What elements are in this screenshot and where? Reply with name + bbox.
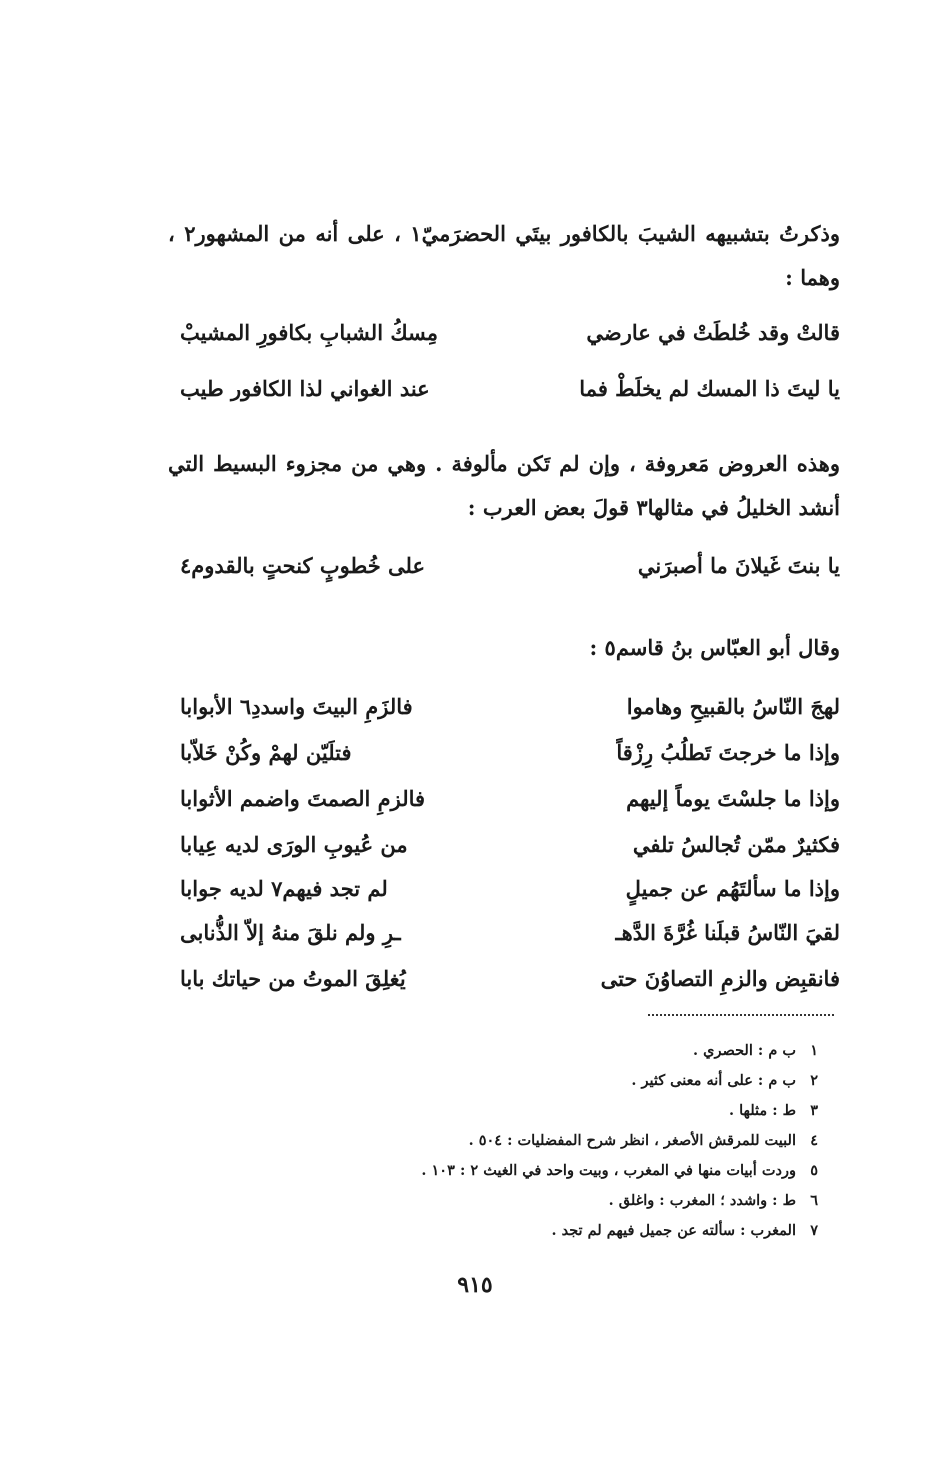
verse-second-hemistich: لم تجد فيهم٧ لديه جوابا — [180, 875, 388, 901]
verse-line — [180, 730, 840, 774]
footnote — [298, 1066, 818, 1096]
footnote — [298, 1036, 818, 1066]
verse-second-hemistich: على خُطوبٍ كنحتٍ بالقدوم٤ — [180, 552, 425, 578]
verse-first-hemistich: يا بنتَ غَيلانَ ما أصبرَني — [637, 552, 840, 578]
footnote-text: ط : مثلها . — [729, 1102, 796, 1119]
verse-second-hemistich: من عُيوبِ الورَى لديه عِيابا — [180, 831, 408, 857]
verse-line — [180, 366, 840, 410]
footnote-number: ٧ — [810, 1222, 818, 1239]
footnote-text: وردت أبيات منها في المغرب ، وبيت واحد في الغيث ٢ : ١٠٣ . — [421, 1162, 796, 1179]
verse-second-hemistich: فالزَمِ البيتَ واسددِ٦ الأبوابا — [180, 693, 413, 719]
footnote-text: المغرب : سألته عن جميل فيهم لم تجد . — [551, 1222, 796, 1239]
footnote-text: ط : واشدد ؛ المغرب : واغلق . — [608, 1192, 796, 1209]
footnote-number: ١ — [810, 1042, 818, 1059]
verse-second-hemistich: فالزمِ الصمتَ واضمم الأثوابا — [180, 785, 426, 811]
verse-line — [180, 822, 840, 866]
footnote — [298, 1096, 818, 1126]
paragraph-intro: وذكرتُ بتشبيهه الشيبَ بالكافور بيتَي الحضرَميّ١ ، على أنه من المشهور٢ ، وهما : — [168, 221, 840, 290]
verse-first-hemistich: قالتْ وقد خُلطَتْ في عارضي — [586, 319, 840, 345]
footnote-number: ٦ — [810, 1192, 818, 1209]
footnote-number: ٣ — [810, 1102, 818, 1119]
verse-first-hemistich: لقيَ النّاسُ قبلَنا غُرَّةَ الدَّهـ — [615, 919, 840, 945]
verse-first-hemistich: فانقبِض والزمِ التصاوُنَ حتى — [600, 965, 840, 991]
paragraph-poet: وقال أبو العبّاس بنُ قاسم٥ : — [589, 635, 840, 660]
verse-second-hemistich: ـرِ ولم نلقَ منهُ إلاّ الذُّنابى — [180, 919, 401, 945]
verse-line — [180, 543, 840, 587]
verse-first-hemistich: وإذا ما خرجتَ تَطلُبُ رِزْقاً — [616, 739, 840, 765]
footnote-text: ب م : الحصري . — [693, 1042, 796, 1059]
footnote — [298, 1156, 818, 1186]
footnote-separator — [648, 1014, 834, 1016]
verse-second-hemistich: فتلَيّن لهمْ وكُنْ خَلاّبا — [180, 739, 352, 765]
footnote — [298, 1126, 818, 1156]
verse-first-hemistich: لهجَ النّاسُ بالقبيحِ وهاموا — [626, 693, 840, 719]
verse-second-hemistich: عند الغواني لذا الكافور طيب — [180, 375, 430, 401]
verse-line — [180, 684, 840, 728]
verse-line — [180, 910, 840, 954]
verse-line — [180, 956, 840, 1000]
footnote — [298, 1216, 818, 1246]
verse-first-hemistich: وإذا ما جلسْتَ يوماً إليهم — [626, 785, 840, 811]
footnote-text: البيت للمرقش الأصغر ، انظر شرح المفضليات : ٥٠٤ . — [468, 1132, 796, 1149]
verse-first-hemistich: وإذا ما سألتَهُم عن جميلٍ — [625, 875, 840, 901]
footnote-number: ٤ — [810, 1132, 818, 1149]
verse-line — [180, 776, 840, 820]
paragraph-meter: وهذه العروض مَعروفة ، وإن لم تَكن مألوفة . وهي من مجزوء البسيط التي أنشد الخليلُ في مثالها٣ قولَ بعض العرب : — [168, 451, 840, 520]
verse-second-hemistich: يُغلِقَ الموتُ من حياتك بابا — [180, 965, 406, 991]
footnote-number: ٢ — [810, 1072, 818, 1089]
footnote — [298, 1186, 818, 1216]
footnote-number: ٥ — [810, 1162, 818, 1179]
verse-first-hemistich: يا ليتَ ذا المسك لم يخلَطْ فما — [579, 375, 840, 401]
page-number: ٩١٥ — [457, 1272, 493, 1298]
verse-line — [180, 866, 840, 910]
verse-first-hemistich: فكثيرٌ ممّن تُجالسُ تلفي — [632, 831, 840, 857]
footnote-text: ب م : على أنه معنى كثير . — [631, 1072, 796, 1089]
verse-line — [180, 310, 840, 354]
verse-second-hemistich: مِسكُ الشبابِ بكافورِ المشيبْ — [180, 319, 439, 345]
